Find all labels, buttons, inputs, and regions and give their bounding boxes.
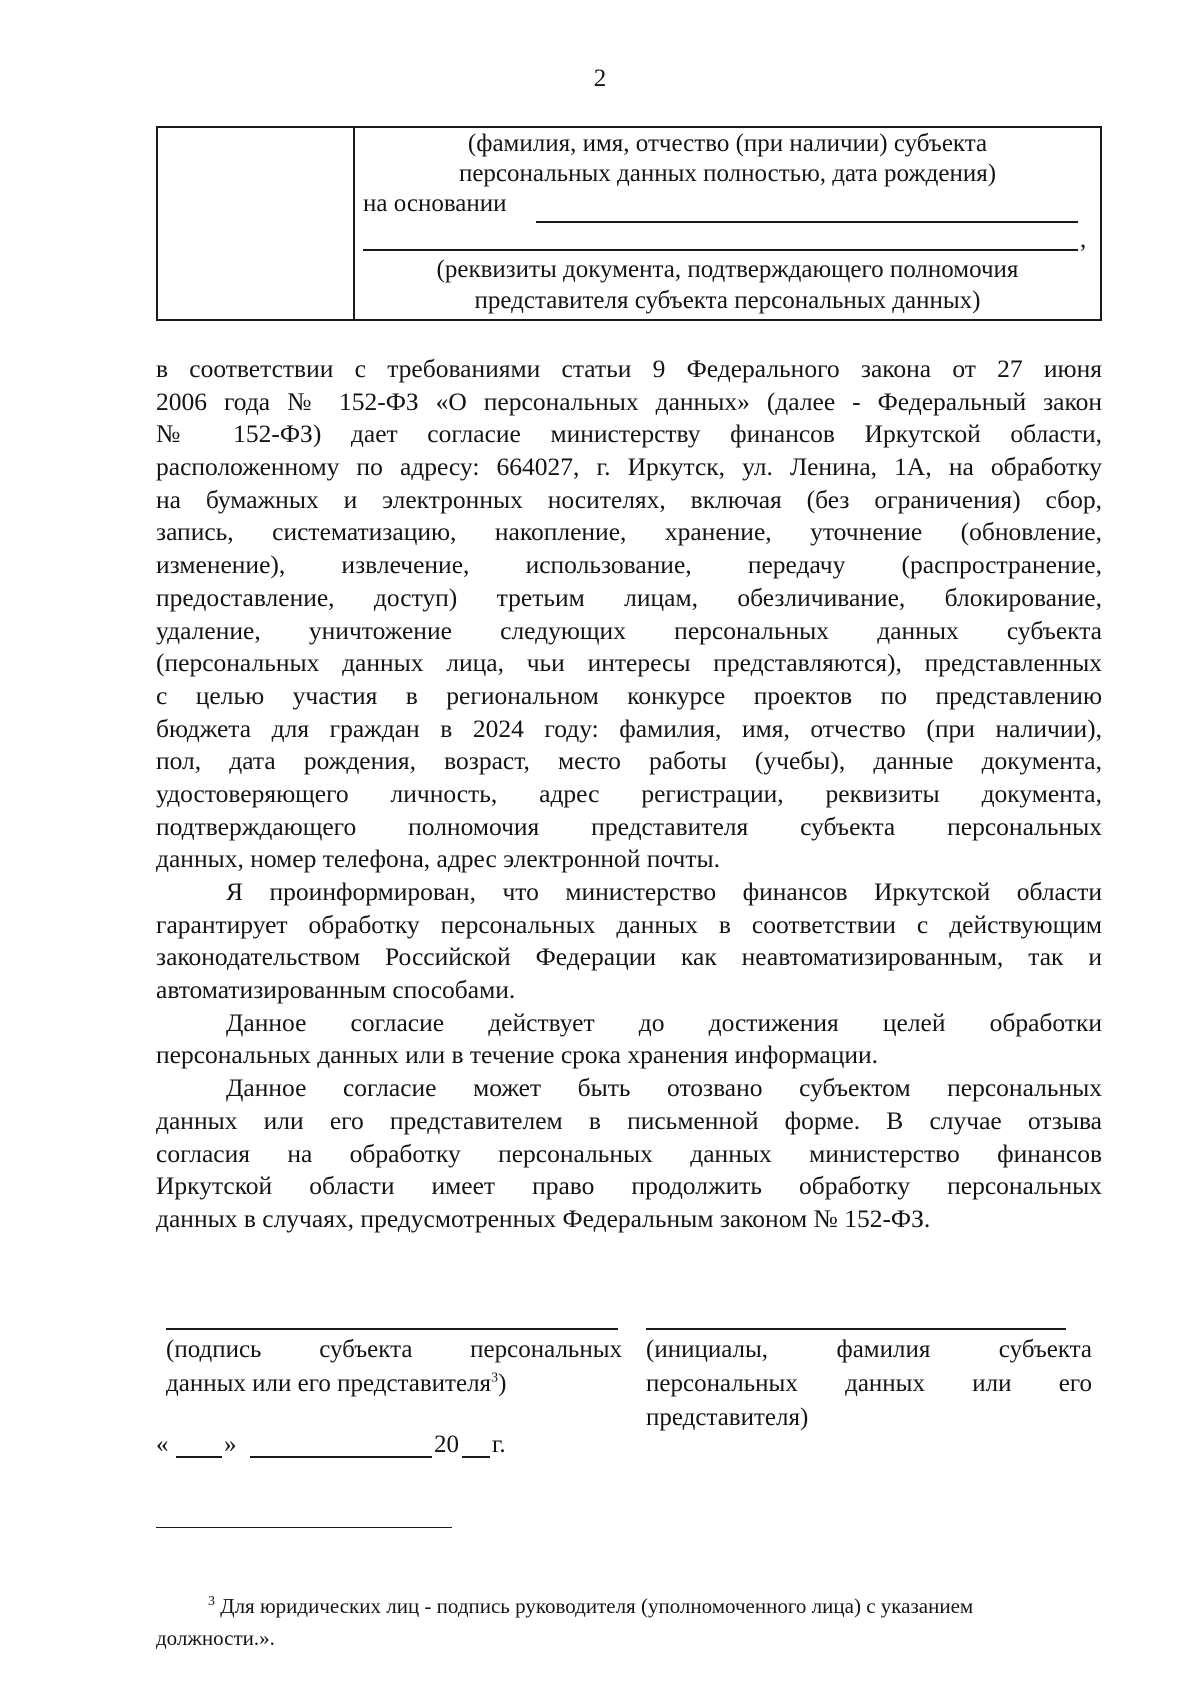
name-caption [646, 1333, 1092, 1435]
signature-caption-close: ) [498, 1370, 507, 1397]
page-number: 2 [593, 65, 607, 92]
basis-fill-line-1 [536, 221, 1078, 223]
year-suffix: г. [492, 1431, 506, 1458]
signature-caption-line-1: (подпись субъекта персональных [166, 1336, 622, 1363]
year-prefix: 20 [434, 1431, 459, 1458]
table-caption-line-1: (фамилия, имя, отчество (при наличии) субъекта [467, 130, 988, 157]
footnote-text: Для юридических лиц - подпись руководителя (уполномоченного лица) с указанием [220, 1594, 974, 1618]
text-line: подтверждающего полномочия представителя субъекта персональных [156, 811, 1102, 841]
text-line: в соответствии с требованиями статьи 9 Федерального закона от 27 июня [156, 354, 1102, 383]
text-line: (персональных данных лица, чьи интересы представляются), представленных [156, 648, 1102, 678]
signature-line [166, 1328, 618, 1330]
text-line: гарантирует обработку персональных данных в соответствии с действующим [156, 909, 1102, 939]
text-line: № 152-ФЗ) дает согласие министерству финансов Иркутской области, [156, 419, 1102, 449]
footnote-line-2: должности.». [156, 1626, 275, 1650]
text-line: Я проинформирован, что министерство финансов Иркутской области [226, 877, 1102, 906]
signature-caption-line-2 [166, 1367, 622, 1401]
text-line: изменение), извлечение, использование, передачу (распространение, [156, 550, 1102, 580]
consent-paragraph [156, 353, 1102, 1236]
text-line: персональных данных или в течение срока хранения информации. [156, 1040, 879, 1070]
text-line: Данное согласие может быть отозвано субъектом персональных [226, 1073, 1102, 1103]
text-line: автоматизированным способами. [156, 975, 516, 1005]
date-close-quote: » [224, 1431, 237, 1458]
basis-label: на основании [363, 190, 507, 217]
day-fill-line [176, 1456, 222, 1458]
name-caption-line-2: персональных данных или его [646, 1370, 1092, 1397]
text-line: удаление, уничтожение следующих персональных данных субъекта [156, 615, 1102, 645]
footnote-separator [156, 1527, 452, 1528]
footnote [156, 1590, 1102, 1654]
basis-comma: , [1080, 226, 1087, 253]
text-line: с целью участия в региональном конкурсе проектов по представлению [156, 680, 1102, 710]
text-line: данных, номер телефона, адрес электронной почты. [156, 844, 721, 874]
representative-table [156, 126, 1102, 321]
name-caption-line-1: (инициалы, фамилия субъекта [646, 1336, 1092, 1363]
table-caption-line-2: персональных данных полностью, дата рождения) [458, 160, 997, 187]
text-line: предоставление, доступ) третьим лицам, обезличивание, блокирование, [156, 582, 1102, 612]
footnote-ref: 3 [491, 1370, 499, 1386]
text-line: согласия на обработку персональных данных министерство финансов [156, 1138, 1102, 1168]
name-caption-line-3: представителя) [646, 1404, 809, 1431]
year-fill-line [462, 1456, 490, 1458]
footnote-line-1 [156, 1590, 1102, 1622]
table-caption-line-4: (реквизиты документа, подтверждающего полномочия [436, 256, 1019, 283]
basis-fill-line-2 [363, 249, 1078, 251]
text-line: данных или его представителем в письменной форме. В случае отзыва [156, 1105, 1102, 1135]
date-open-quote: « [156, 1431, 169, 1458]
text-line: пол, дата рождения, возраст, место работы (учебы), данные документа, [156, 746, 1102, 776]
month-fill-line [250, 1456, 432, 1458]
text-line: на бумажных и электронных носителях, включая (без ограничения) сбор, [156, 484, 1102, 514]
text-line: законодательством Российской Федерации как неавтоматизированным, так и [156, 942, 1102, 972]
text-line: Иркутской области имеет право продолжить обработку персональных [156, 1171, 1102, 1201]
text-line: данных в случаях, предусмотренных Федеральным законом № 152-ФЗ. [156, 1203, 931, 1233]
footnote-marker: 3 [208, 1594, 215, 1609]
text-line: расположенному по адресу: 664027, г. Иркутск, ул. Ленина, 1А, на обработку [156, 452, 1102, 482]
text-line: 2006 года № 152-ФЗ «О персональных данных» (далее - Федеральный закон [156, 386, 1102, 416]
text-line: Данное согласие действует до достижения целей обработки [226, 1007, 1102, 1037]
name-line [646, 1328, 1066, 1330]
text-line: бюджета для граждан в 2024 году: фамилия, имя, отчество (при наличии), [156, 713, 1102, 743]
text-line: удостоверяющего личность, адрес регистрации, реквизиты документа, [156, 778, 1102, 808]
signature-caption [166, 1333, 622, 1401]
signature-caption-text: данных или его представителя [166, 1370, 492, 1397]
text-line: запись, систематизацию, накопление, хранение, уточнение (обновление, [156, 517, 1102, 547]
table-caption-line-5: представителя субъекта персональных данных) [474, 287, 981, 314]
